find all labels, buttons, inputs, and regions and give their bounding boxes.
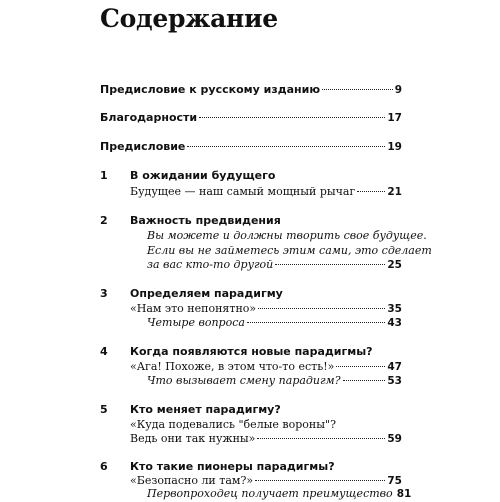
chapter-title-text: Определяем парадигму <box>130 287 283 300</box>
chapter-title-text: Важность предвидения <box>130 214 281 227</box>
dot-leader <box>275 264 385 265</box>
chapter-title-text: Когда появляются новые парадигмы? <box>130 345 373 358</box>
toc-page-number: 53 <box>387 375 402 387</box>
toc-entry-label: Предисловие <box>100 140 186 153</box>
chapter-title[interactable] <box>130 402 402 418</box>
dot-leader <box>322 89 393 90</box>
dot-leader <box>257 438 385 439</box>
dot-leader <box>343 380 386 381</box>
dot-leader <box>187 146 385 147</box>
toc-entry[interactable] <box>147 315 402 331</box>
dot-leader <box>255 480 385 481</box>
toc-entry-label: «Куда подевались "белые вороны"? <box>130 418 336 431</box>
toc-entry-label: Четыре вопроса <box>147 316 245 329</box>
toc-entry[interactable] <box>147 257 402 273</box>
chapter-number: 3 <box>100 287 108 300</box>
toc-page-number: 25 <box>387 259 402 271</box>
toc-page-number: 43 <box>387 317 402 329</box>
chapter-number: 4 <box>100 345 108 358</box>
dot-leader <box>336 366 385 367</box>
chapter-number: 5 <box>100 403 108 416</box>
chapter-title[interactable] <box>130 344 402 360</box>
toc-entry-label: Если вы не займетесь этим сами, это сделает <box>147 244 432 257</box>
chapter-number: 6 <box>100 460 108 473</box>
toc-entry[interactable] <box>130 431 402 447</box>
toc-entry-label: Что вызывает смену парадигм? <box>147 374 341 387</box>
toc-entry-label: Предисловие к русскому изданию <box>100 83 321 96</box>
toc-entry-line[interactable] <box>147 228 427 244</box>
toc-page-number: 35 <box>387 303 402 315</box>
toc-entry[interactable] <box>130 184 402 200</box>
dot-leader <box>199 117 385 118</box>
toc-entry-label: за вас кто-то другой <box>147 258 274 271</box>
toc-entry-label: «Нам это непонятно» <box>130 302 257 315</box>
toc-entry-label: «Ага! Похоже, в этом что-то есть!» <box>130 360 335 373</box>
toc-page-number: 75 <box>387 475 402 487</box>
toc-entry-label: Первопроходец получает преимущество <box>147 487 393 500</box>
toc-page-number: 17 <box>387 112 402 124</box>
chapter-number: 2 <box>100 214 108 227</box>
page-title: Содержание <box>100 4 278 33</box>
toc-page-number: 21 <box>387 186 402 198</box>
toc-entry-label: Ведь они так нужны» <box>130 432 256 445</box>
chapter-title-text: Кто меняет парадигму? <box>130 403 281 416</box>
chapter-title[interactable] <box>130 168 402 184</box>
toc-entry-label: Будущее — наш самый мощный рычаг <box>130 185 356 198</box>
toc-entry-preface[interactable] <box>100 139 402 155</box>
toc-entry-preface-russian[interactable] <box>100 82 402 98</box>
dot-leader <box>247 322 385 323</box>
toc-page-number: 81 <box>396 488 412 500</box>
chapter-title-text: В ожидании будущего <box>130 169 276 182</box>
chapter-number: 1 <box>100 169 108 182</box>
toc-entry[interactable] <box>147 373 402 389</box>
chapter-title[interactable] <box>130 213 402 229</box>
toc-page-number: 59 <box>387 433 402 445</box>
toc-page-number: 9 <box>394 84 402 96</box>
toc-page-number: 47 <box>387 361 402 373</box>
dot-leader <box>258 308 385 309</box>
toc-entry-label: «Безопасно ли там?» <box>130 474 254 487</box>
toc-entry-label: Благодарности <box>100 111 198 124</box>
toc-entry-acknowledgements[interactable] <box>100 110 402 126</box>
dot-leader <box>357 191 385 192</box>
chapter-title[interactable] <box>130 286 402 302</box>
toc-page-number: 19 <box>387 141 402 153</box>
toc-entry-label: Вы можете и должны творить свое будущее. <box>147 229 427 242</box>
chapter-title-text: Кто такие пионеры парадигмы? <box>130 460 335 473</box>
